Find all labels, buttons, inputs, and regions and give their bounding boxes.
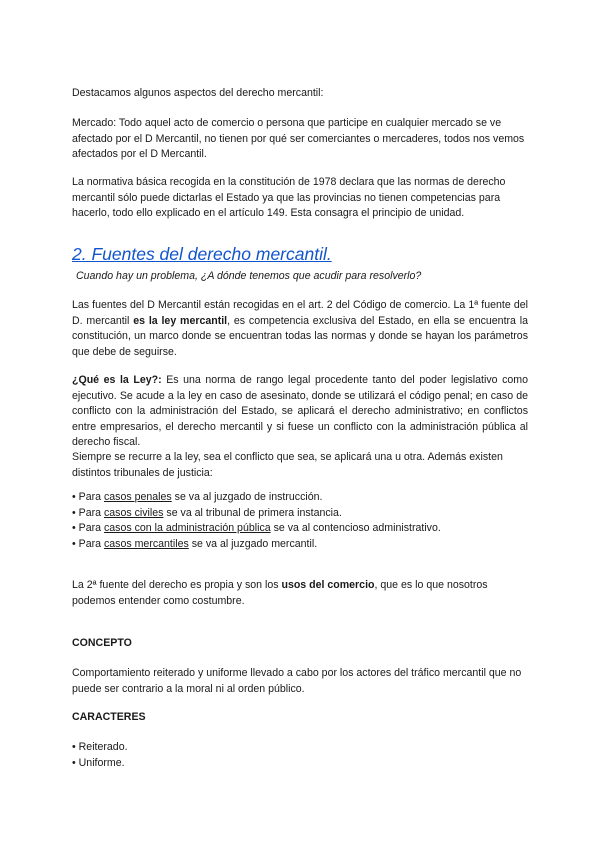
list-item: • Reiterado. <box>72 741 128 753</box>
ley-paragraph <box>72 373 528 451</box>
list-item <box>72 537 528 553</box>
fuentes-text-bold: es la ley mercantil <box>133 314 228 327</box>
fuentes-paragraph <box>72 298 528 360</box>
list-bullet-text: • Para <box>72 522 104 534</box>
intro-paragraph: Destacamos algunos aspectos del derecho mercantil: <box>72 87 324 99</box>
segunda-text-bold: usos del comercio <box>281 579 375 591</box>
list-bullet-text: • Para <box>72 506 104 519</box>
link-casos-civiles[interactable]: casos civiles <box>103 506 164 519</box>
link-casos-administracion[interactable]: casos con la administración pública <box>103 522 271 534</box>
ley-text: Es una norma de rango legal procedente tanto del poder legislativo como ejecutivo. Se acude a la ley en caso de asesinato, donde se utilizará el código penal; en caso de conflicto con la administración del Estado, se aplicará el derecho administrativo; en conflictos entre empresarios, el derecho mercantil y si fuese un conflicto con la administración pública al derecho fiscal. <box>72 374 529 448</box>
list-item-text: se va al contencioso administrativo. <box>270 522 441 534</box>
fuentes-text-pre: Las fuentes del D Mercantil están recogidas en el art. 2 del Código de comercio. La 1ª fuente del D. mercantil <box>72 299 528 327</box>
ley-question: ¿Qué es la Ley?: <box>72 374 162 386</box>
normativa-paragraph: La normativa básica recogida en la constitución de 1978 declara que las normas de derecho mercantil sólo puede dictarlas el Estado ya que las provincias no tienen competencias para hacerlo, todo ello explicado en el artículo 149. Esta consagra el principio de unidad. <box>72 176 506 219</box>
list-item <box>72 506 528 522</box>
list-item-text: se va al juzgado mercantil. <box>188 537 318 550</box>
mercado-paragraph: Mercado: Todo aquel acto de comercio o persona que participe en cualquier mercado se ve afectado por el D Mercantil, no tienen por qué ser comerciantes o mercaderes, todos nos vemos afectados por el D Mercantil. <box>72 117 525 160</box>
segunda-fuente-paragraph <box>72 578 528 609</box>
segunda-text-post: , que es lo que nosotros podemos entender como costumbre. <box>72 579 488 607</box>
list-bullet-text: • Para <box>72 491 104 503</box>
tribunales-list <box>72 490 528 552</box>
concepto-paragraph: Comportamiento reiterado y uniforme llevado a cabo por los actores del tráfico mercantil que no puede ser contrario a la moral ni al orden público. <box>72 667 522 695</box>
segunda-text-pre: La 2ª fuente del derecho es propia y son los <box>72 579 282 591</box>
siempre-paragraph: Siempre se recurre a la ley, sea el conflicto que sea, se aplicará una u otra. Además existen distintos tribunales de justicia: <box>72 451 503 479</box>
caracteres-heading: CARACTERES <box>72 711 146 723</box>
concepto-heading: CONCEPTO <box>72 637 132 649</box>
fuentes-text-post: , es competencia exclusiva del Estado, en ella se encuentra la constitución, un marco donde se encuentran todas las normas y donde se hayan los parámetros que debe de seguirse. <box>72 314 528 358</box>
list-item <box>72 521 528 537</box>
list-bullet-text: • Para <box>72 537 104 550</box>
list-item-text: se va al tribunal de primera instancia. <box>163 506 342 519</box>
link-casos-mercantiles[interactable]: casos mercantiles <box>103 537 189 550</box>
caracteres-list <box>72 740 528 771</box>
list-item <box>72 490 528 506</box>
link-casos-penales[interactable]: casos penales <box>103 491 172 503</box>
section-heading: 2. Fuentes del derecho mercantil. <box>72 244 332 264</box>
list-item: • Uniforme. <box>72 756 125 769</box>
section-subheading: Cuando hay un problema, ¿A dónde tenemos que acudir para resolverlo? <box>76 270 422 282</box>
list-item-text: se va al juzgado de instrucción. <box>171 491 323 503</box>
